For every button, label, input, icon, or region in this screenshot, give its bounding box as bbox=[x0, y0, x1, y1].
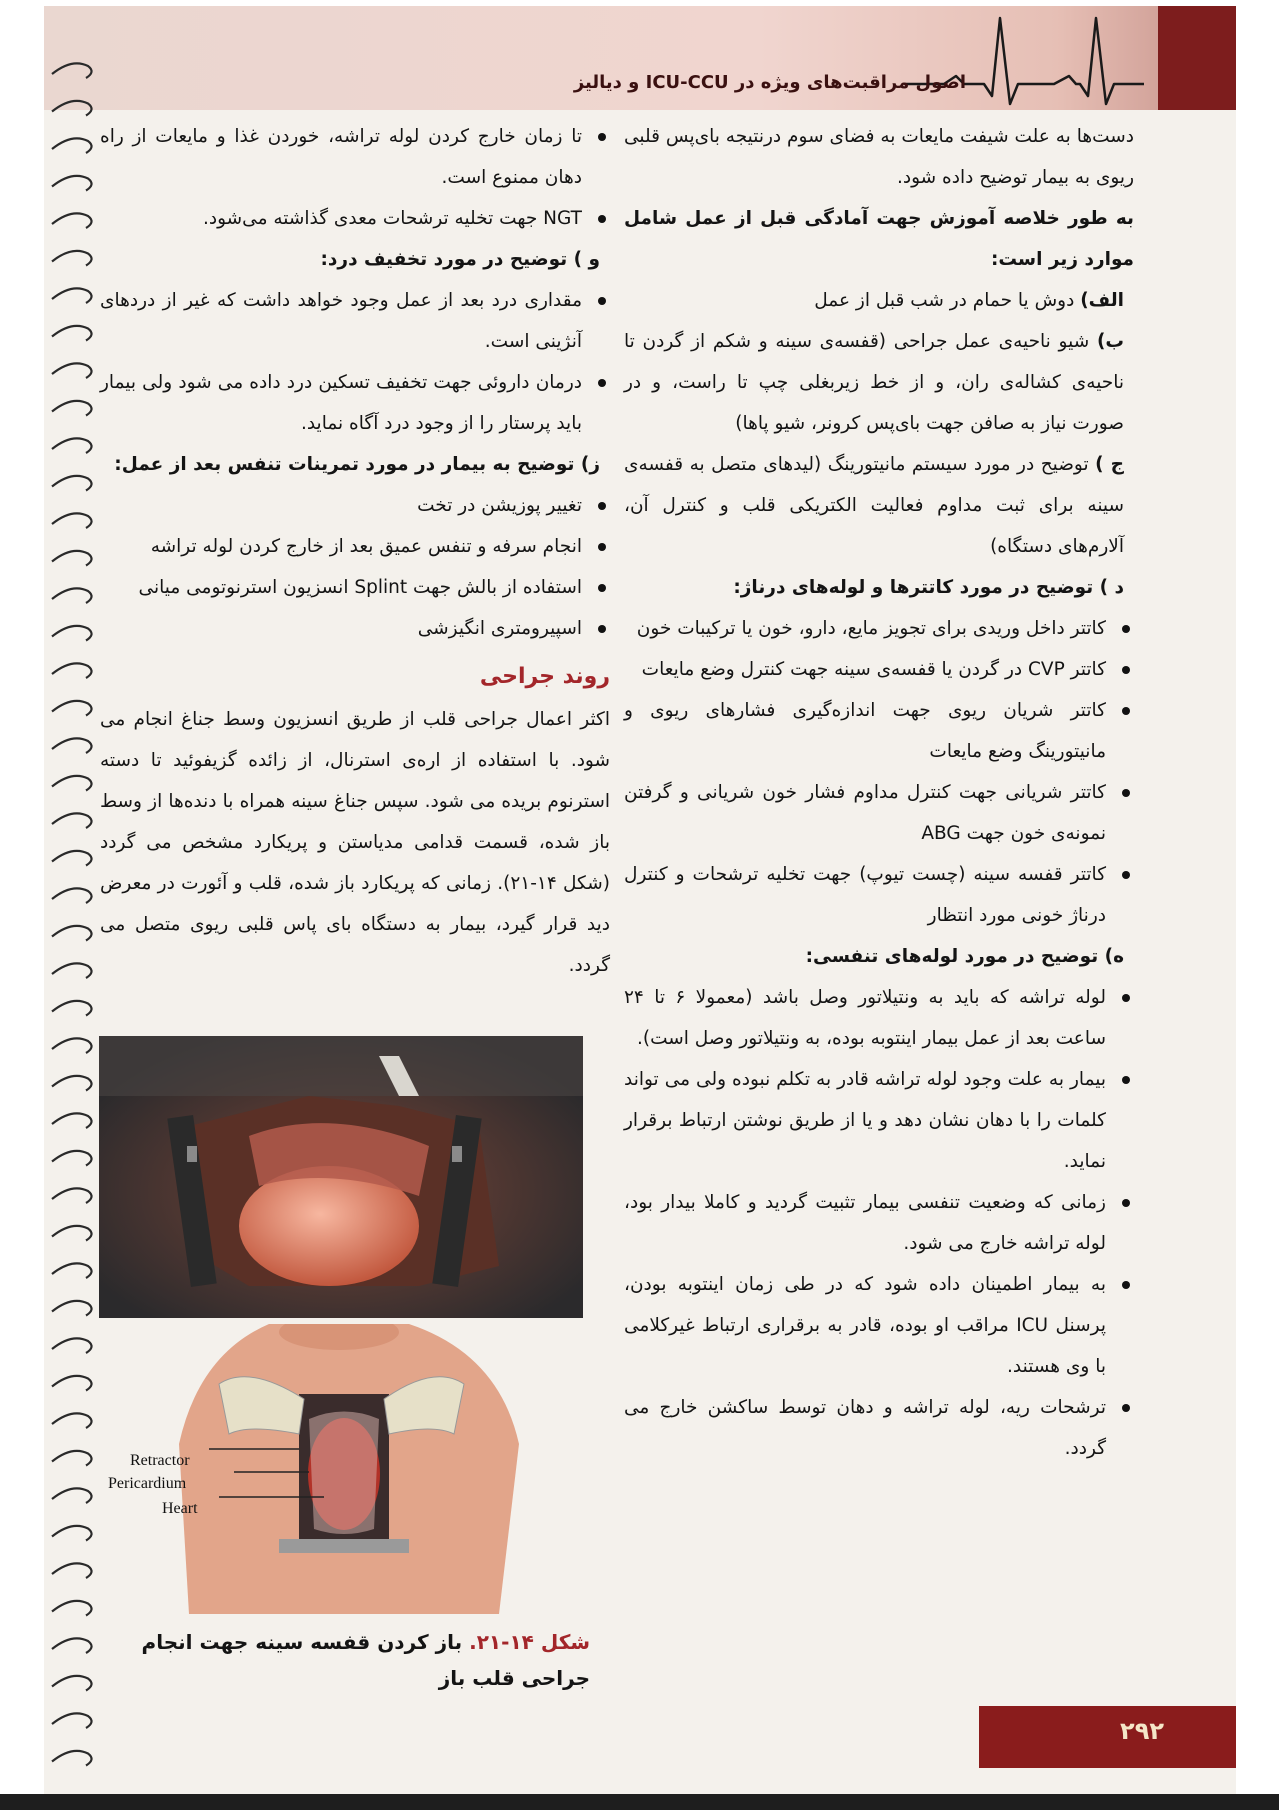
spiral-ring bbox=[52, 401, 92, 416]
item-text: دوش یا حمام در شب قبل از عمل bbox=[814, 290, 1075, 311]
spiral-ring bbox=[52, 851, 92, 866]
spiral-ring bbox=[52, 626, 92, 641]
page-number: ۲۹۲ bbox=[1120, 1717, 1164, 1745]
paragraph: دست‌ها به علت شیفت مایعات به فضای سوم درنتیجه بای‌پس قلبی ریوی به بیمار توضیح داده شود. bbox=[624, 126, 1134, 188]
spiral-ring bbox=[52, 1638, 92, 1653]
figure-label-pericardium: Pericardium bbox=[108, 1475, 187, 1492]
ecg-line-icon bbox=[904, 14, 1144, 110]
item-jim bbox=[624, 444, 1134, 567]
spiral-ring bbox=[52, 926, 92, 941]
item-label: الف) bbox=[1080, 290, 1124, 311]
spiral-ring bbox=[52, 1076, 92, 1091]
list-item: اسپیرومتری انگیزشی bbox=[100, 608, 610, 649]
list-item: NGT جهت تخلیه ترشحات معدی گذاشته می‌شود. bbox=[100, 198, 610, 239]
list-item: به بیمار اطمینان داده شود که در طی زمان اینتوبه بودن، پرسنل ICU مراقب او بوده، قادر به برقراری ارتباط غیرکلامی با وی هستند. bbox=[624, 1264, 1134, 1387]
subheading-ze: ز) توضیح به بیمار در مورد تمرینات تنفس بعد از عمل: bbox=[114, 454, 600, 475]
spiral-ring bbox=[52, 1676, 92, 1691]
spiral-binding bbox=[48, 56, 104, 1796]
spiral-ring bbox=[52, 1263, 92, 1278]
list-item: کاتتر قفسه سینه (چست تیوپ) جهت تخلیه ترشحات و کنترل درناژ خونی مورد انتظار bbox=[624, 854, 1134, 936]
left-text-column bbox=[100, 116, 610, 986]
spiral-ring bbox=[52, 551, 92, 566]
spiral-ring bbox=[52, 1713, 92, 1728]
list-item: ترشحات ریه، لوله تراشه و دهان توسط ساکشن خارج می گردد. bbox=[624, 1387, 1134, 1469]
spiral-ring bbox=[52, 588, 92, 603]
spiral-ring bbox=[52, 1151, 92, 1166]
section-heading: روند جراحی bbox=[479, 664, 610, 689]
item-alef bbox=[624, 280, 1134, 321]
list-item: انجام سرفه و تنفس عمیق بعد از خارج کردن لوله تراشه bbox=[100, 526, 610, 567]
item-label: ج ) bbox=[1095, 454, 1125, 475]
spiral-ring bbox=[52, 288, 92, 303]
subheading-dal: د ) توضیح در مورد کاتترها و لوله‌های درناژ: bbox=[733, 577, 1124, 598]
spiral-ring bbox=[52, 1376, 92, 1391]
item-be bbox=[624, 321, 1134, 444]
figure-label-retractor: Retractor bbox=[130, 1452, 190, 1469]
list-item: مقداری درد بعد از عمل وجود خواهد داشت که غیر از دردهای آنژینی است. bbox=[100, 280, 610, 362]
spiral-ring bbox=[52, 663, 92, 678]
right-text-column bbox=[624, 116, 1134, 1469]
spiral-ring bbox=[52, 963, 92, 978]
spiral-ring bbox=[52, 101, 92, 116]
book-page bbox=[44, 6, 1236, 1804]
list-item: زمانی که وضعیت تنفسی بیمار تثبیت گردید و کاملا بیدار بود، لوله تراشه خارج می شود. bbox=[624, 1182, 1134, 1264]
list-item: کاتتر CVP در گردن یا قفسه‌ی سینه جهت کنترل وضع مایعات bbox=[624, 649, 1134, 690]
spiral-ring bbox=[52, 1526, 92, 1541]
section-body: اکثر اعمال جراحی قلب از طریق انسزیون وسط جناغ انجام می شود. با استفاده از اره‌ی استرنال، از زائده گزیفوئید تا دسته استرنوم بریده می شود. سپس جناغ سینه همراه با دنده‌ها از وسط باز شده، قسمت قدامی مدیاستن و پریکارد مشخص می گردد (شکل ۱۴-۲۱). زمانی که پریکارد باز شده، قلب و آئورت در معرض دید قرار گیرد، بیمار به دستگاه بای پاس قلبی ریوی متصل می گردد. bbox=[100, 709, 610, 976]
list-item: استفاده از بالش جهت Splint انسزیون استرنوتومی میانی bbox=[100, 567, 610, 608]
list-item: تا زمان خارج کردن لوله تراشه، خوردن غذا و مایعات از راه دهان ممنوع است. bbox=[100, 116, 610, 198]
running-header-title: اصول مراقبت‌های ویژه در ICU-CCU و دیالیز bbox=[573, 72, 966, 93]
spiral-ring bbox=[52, 438, 92, 453]
figure-caption-text: باز کردن قفسه سینه جهت انجام جراحی قلب باز bbox=[141, 1630, 590, 1690]
list-item: درمان داروئی جهت تخفیف تسکین درد داده می شود ولی بیمار باید پرستار را از وجود درد آگاه نماید. bbox=[100, 362, 610, 444]
list-item: تغییر پوزیشن در تخت bbox=[100, 485, 610, 526]
spiral-ring bbox=[52, 138, 92, 153]
spiral-ring bbox=[52, 1601, 92, 1616]
figure-label-heart: Heart bbox=[162, 1500, 198, 1517]
spiral-ring bbox=[52, 738, 92, 753]
list-item: کاتتر شریان ریوی جهت اندازه‌گیری فشارهای ریوی و مانیتورینگ وضع مایعات bbox=[624, 690, 1134, 772]
list-item: لوله تراشه که باید به ونتیلاتور وصل باشد (معمولا ۶ تا ۲۴ ساعت بعد از عمل بیمار اینتوبه بوده، به ونتیلاتور وصل است). bbox=[624, 977, 1134, 1059]
spiral-ring bbox=[52, 476, 92, 491]
surgery-photo bbox=[99, 1036, 583, 1318]
spiral-ring bbox=[52, 776, 92, 791]
item-text: توضیح در مورد سیستم مانیتورینگ (لیدهای متصل به قفسه‌ی سینه برای ثبت مداوم فعالیت الکتریکی قلب و کنترل آن، آلارم‌های دستگاه) bbox=[624, 454, 1124, 557]
spiral-ring bbox=[52, 251, 92, 266]
item-label: ب) bbox=[1096, 331, 1124, 352]
figure-caption bbox=[100, 1624, 590, 1696]
spiral-ring bbox=[52, 363, 92, 378]
spiral-ring bbox=[52, 1226, 92, 1241]
spiral-ring bbox=[52, 1451, 92, 1466]
spiral-ring bbox=[52, 1001, 92, 1016]
figure-number: شکل ۱۴-۲۱. bbox=[469, 1630, 590, 1654]
scan-edge bbox=[0, 1794, 1279, 1810]
spiral-ring bbox=[52, 1751, 92, 1766]
spiral-ring bbox=[52, 513, 92, 528]
spiral-ring bbox=[52, 1563, 92, 1578]
spiral-ring bbox=[52, 1413, 92, 1428]
spiral-ring bbox=[52, 1301, 92, 1316]
spiral-ring bbox=[52, 813, 92, 828]
subheading-he: ه) توضیح در مورد لوله‌های تنفسی: bbox=[805, 946, 1124, 967]
spiral-ring bbox=[52, 1188, 92, 1203]
page-header bbox=[44, 6, 1236, 110]
spiral-ring bbox=[52, 1338, 92, 1353]
spiral-ring bbox=[52, 888, 92, 903]
spiral-ring bbox=[52, 1488, 92, 1503]
item-text: شیو ناحیه‌ی عمل جراحی (قفسه‌ی سینه و شکم از گردن تا ناحیه‌ی کشاله‌ی ران، و از خط زیربغلی چپ تا راست، و در صورت نیاز به صافن جهت بای‌پس کرونر، شیو پاها) bbox=[624, 331, 1124, 434]
header-accent-block bbox=[1158, 6, 1236, 110]
spiral-ring bbox=[52, 213, 92, 228]
list-item: کاتتر داخل وریدی برای تجویز مایع، دارو، خون یا ترکیبات خون bbox=[624, 608, 1134, 649]
spiral-ring bbox=[52, 701, 92, 716]
footer-band bbox=[979, 1706, 1236, 1768]
spiral-ring bbox=[52, 1113, 92, 1128]
spiral-ring bbox=[52, 1038, 92, 1053]
summary-heading: به طور خلاصه آموزش جهت آمادگی قبل از عمل شامل موارد زیر است: bbox=[624, 208, 1134, 270]
spiral-ring bbox=[52, 176, 92, 191]
list-item: کاتتر شریانی جهت کنترل مداوم فشار خون شریانی و گرفتن نمونه‌ی خون جهت ABG bbox=[624, 772, 1134, 854]
list-item: بیمار به علت وجود لوله تراشه قادر به تکلم نبوده ولی می تواند کلمات را با دهان نشان دهد و یا از طریق نوشتن ارتباط برقرار نماید. bbox=[624, 1059, 1134, 1182]
spiral-ring bbox=[52, 326, 92, 341]
subheading-vav: و ) توضیح در مورد تخفیف درد: bbox=[320, 249, 600, 270]
spiral-ring bbox=[52, 63, 92, 78]
